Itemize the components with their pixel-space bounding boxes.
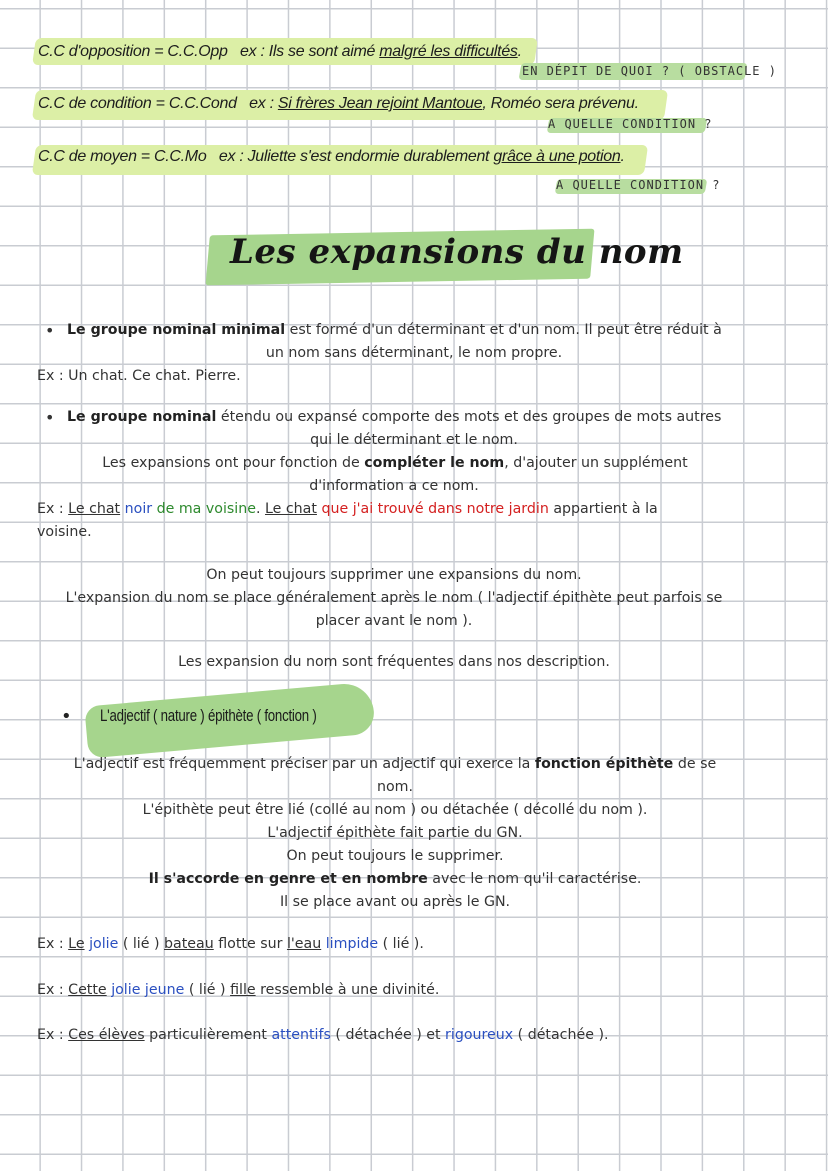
gn-minimal-bold: Le groupe nominal minimal (67, 322, 286, 338)
gn-minimal-line2: un nom sans déterminant, le nom propre. (265, 345, 563, 361)
cc-opposition-line (38, 43, 522, 61)
gn-minimal-example: Ex : Un chat. Ce chat. Pierre. (37, 368, 241, 384)
example-adj: jolie (89, 936, 119, 952)
cc-condition-line (38, 95, 639, 113)
cc-moyen-label: C.C de moyen = C.C.Mo (38, 148, 207, 165)
page-title: Les expansions du nom (230, 232, 684, 272)
example-text: ressemble à une divinité. (255, 982, 440, 998)
example-det: Ces élèves (68, 1027, 145, 1043)
cc-moyen-note: A QUELLE CONDITION ? (556, 178, 721, 192)
example-adj: rigoureux (445, 1027, 514, 1043)
notes-line1: On peut toujours supprimer une expansions du nom. (206, 567, 582, 583)
ex-noir: noir (124, 501, 153, 517)
cc-opposition-label: C.C d'opposition = C.C.Opp (38, 43, 228, 60)
example-prefix: Ex : (37, 982, 69, 998)
example-text: ( détachée ). (513, 1027, 609, 1043)
gn-etendu-line4: d'information a ce nom. (309, 478, 479, 494)
ex-le-chat: Le chat (68, 501, 121, 517)
adjectif-line6 (0, 868, 790, 891)
example-text: ( lié ) (118, 936, 165, 952)
adjectif-line1-bold: fonction épithète (534, 756, 674, 772)
gn-etendu-line1 (67, 406, 721, 429)
adjectif-line6-bold: Il s'accorde en genre et en nombre (148, 871, 428, 887)
adjectif-line2: nom. (376, 779, 413, 795)
adjectif-bullet: • (61, 706, 72, 727)
adjectif-line3: L'épithète peut être lié (collé au nom ) ou détachée ( décollé du nom ). (142, 802, 648, 818)
ex-de-ma-voisine: de ma voisine (156, 501, 256, 517)
ex-suffix: appartient à la (548, 501, 658, 517)
example-1 (37, 933, 424, 956)
example-det: Cette (68, 982, 107, 998)
cc-opposition-ex-prefix: ex : Ils se sont aimé (240, 43, 376, 60)
ex-relative: que j'ai trouvé dans notre jardin (321, 501, 549, 517)
example-prefix: Ex : (37, 936, 69, 952)
gn-etendu-line3-bold: compléter le nom (364, 455, 505, 471)
example-prefix: Ex : (37, 1027, 69, 1043)
gn-etendu-line2: qui le déterminant et le nom. (310, 432, 518, 448)
example-adj: limpide (325, 936, 379, 952)
cc-condition-ex-underlined: Si frères Jean rejoint Mantoue (277, 95, 483, 112)
gn-etendu-text1: étendu ou expansé comporte des mots et des groupes de mots autres (216, 409, 722, 425)
example-text: ( détachée ) et (330, 1027, 446, 1043)
example-text: ( lié ) (184, 982, 231, 998)
gn-etendu-example (37, 498, 658, 521)
example-adj: jolie jeune (111, 982, 185, 998)
notes-line4: Les expansion du nom sont fréquentes dans nos description. (178, 654, 610, 670)
example-text: ( lié ). (378, 936, 424, 952)
example-noun: bateau (164, 936, 214, 952)
example-noun: fille (230, 982, 256, 998)
cc-opposition-ex-underlined: malgré les difficultés (379, 43, 518, 60)
gn-etendu-line3-a: Les expansions ont pour fonction de (102, 455, 365, 471)
gn-etendu-line3-b: , d'ajouter un supplément (504, 455, 688, 471)
ex-le-chat-2: Le chat (264, 501, 317, 517)
adjectif-line1-a: L'adjectif est fréquemment préciser par un adjectif qui exerce la (73, 756, 535, 772)
ex-prefix: Ex : (37, 501, 69, 517)
cc-moyen-ex-underlined: grâce à une potion (493, 148, 621, 165)
adjectif-line1 (0, 753, 790, 776)
notes-line2: L'expansion du nom se place généralement après le nom ( l'adjectif épithète peut parfois se (65, 590, 723, 606)
adjectif-line6-text: avec le nom qu'il caractérise. (427, 871, 642, 887)
notes-line3: placer avant le nom ). (315, 613, 473, 629)
cc-opposition-note: EN DÉPIT DE QUOI ? ( OBSTACLE ) (522, 64, 777, 78)
example-2 (37, 979, 439, 1002)
gn-etendu-example-line2: voisine. (37, 524, 92, 540)
example-text: flotte sur (213, 936, 287, 952)
adjectif-line7: Il se place avant ou après le GN. (279, 894, 511, 910)
cc-condition-ex-suffix: , Roméo sera prévenu. (482, 95, 639, 112)
adjectif-line1-b: de se (673, 756, 717, 772)
example-noun: l'eau (286, 936, 322, 952)
gn-etendu-bold: Le groupe nominal (67, 409, 217, 425)
adjectif-line4: L'adjectif épithète fait partie du GN. (267, 825, 523, 841)
cc-moyen-ex-prefix: ex : Juliette s'est endormie durablement (218, 148, 490, 165)
adjectif-heading: L'adjectif ( nature ) épithète ( fonction ) (100, 706, 317, 725)
cc-condition-note: A QUELLE CONDITION ? (548, 117, 713, 131)
example-det: Le (68, 936, 85, 952)
gn-etendu-line3 (0, 452, 790, 475)
example-text: particulièrement (144, 1027, 272, 1043)
adjectif-line5: On peut toujours le supprimer. (286, 848, 504, 864)
cc-condition-ex-prefix: ex : (249, 95, 274, 112)
gn-minimal-line1 (67, 319, 722, 342)
cc-moyen-ex-suffix: . (620, 148, 625, 165)
cc-opposition-ex-suffix: . (517, 43, 522, 60)
example-adj: attentifs (271, 1027, 331, 1043)
example-3 (37, 1024, 609, 1047)
gn-minimal-text1: est formé d'un déterminant et d'un nom. Il peut être réduit à (285, 322, 722, 338)
ex-dot: . (255, 501, 265, 517)
cc-condition-label: C.C de condition = C.C.Cond (38, 95, 237, 112)
cc-moyen-line (38, 148, 625, 166)
